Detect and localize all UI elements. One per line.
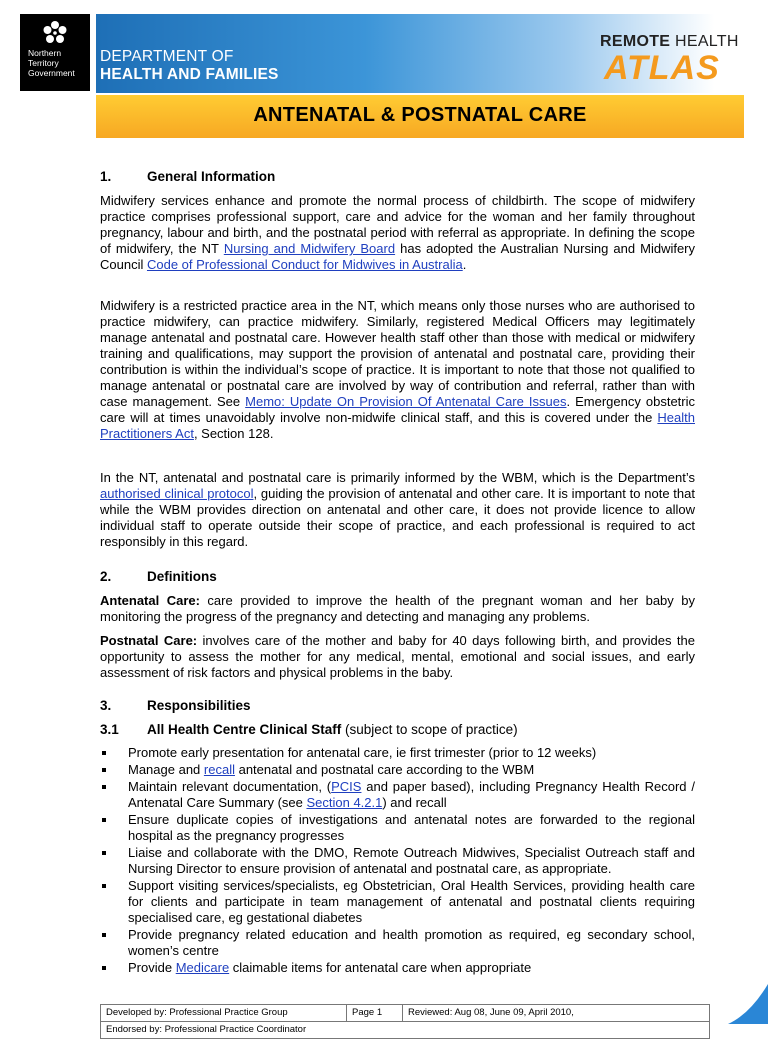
subsection-number: 3.1 <box>100 722 119 737</box>
list-item <box>100 878 695 926</box>
definition-antenatal-care <box>100 593 695 625</box>
list-item-text: Support visiting services/specialists, eg Obstetrician, Oral Health Services, providing health care for clients and participate in team management of antenatal and postnatal clients requiring specialised care, eg gestational diabetes <box>128 878 695 925</box>
subsection-title: All Health Centre Clinical Staff <box>147 722 342 737</box>
section-title: General Information <box>147 169 276 184</box>
flower-emblem-icon <box>42 20 68 46</box>
list-item-text: Provide pregnancy related education and health promotion as required, eg secondary school, women’s centre <box>128 927 695 958</box>
nursing-midwifery-board-link[interactable]: Nursing and Midwifery Board <box>223 241 396 256</box>
bullet-icon <box>102 818 106 822</box>
corner-swoosh-decoration <box>728 984 768 1024</box>
section-title: Responsibilities <box>147 698 251 713</box>
section-number: 3. <box>100 698 112 713</box>
paragraph-text: Midwifery services enhance and promote the normal process of childbirth. The scope of midwifery practice comprises professional support, care and advice for the woman and her family throughout pregnancy, labour and birth, and the postnatal period with referral as appropriate. In defining the scope of midwifery, the NT <box>100 193 695 256</box>
responsibilities-list <box>100 745 695 977</box>
section-number: 2. <box>100 569 112 584</box>
paragraph-text: has adopted the Australian Nursing and Midwifery Council <box>100 241 696 272</box>
paragraph-text: . <box>462 257 467 272</box>
list-item <box>100 779 695 811</box>
list-item-text: Ensure duplicate copies of investigations and antenatal notes are forwarded to the regional hospital as the pregnancy progresses <box>128 812 695 843</box>
bullet-icon <box>102 751 106 755</box>
paragraph-restricted-practice <box>100 298 695 442</box>
logo-text-line: Government <box>28 68 75 78</box>
page-title: ANTENATAL & POSTNATAL CARE <box>253 104 587 126</box>
list-item-text: claimable items for antenatal care when appropriate <box>229 960 532 975</box>
section-number: 1. <box>100 169 112 184</box>
list-item-text: Provide <box>128 960 176 975</box>
endorsed-by-cell: Endorsed by: Professional Practice Coordinator <box>101 1022 710 1039</box>
health-label: HEALTH <box>675 33 739 50</box>
department-name-line2: HEALTH AND FAMILIES <box>100 66 279 83</box>
list-item <box>100 812 695 844</box>
definition-term: Postnatal Care: <box>100 633 198 648</box>
list-item-text: Liaise and collaborate with the DMO, Remote Outreach Midwives, Specialist Outreach staff and Nursing Director to ensure provision of antenatal and postnatal care, as appropriate. <box>128 845 695 876</box>
list-item-text: Maintain relevant documentation, ( <box>128 779 332 794</box>
list-item <box>100 927 695 959</box>
reviewed-cell: Reviewed: Aug 08, June 09, April 2010, <box>403 1005 710 1022</box>
remote-label: REMOTE <box>600 33 671 50</box>
bullet-icon <box>102 785 106 789</box>
bullet-icon <box>102 933 106 937</box>
paragraph-wbm-protocol <box>100 470 695 550</box>
definition-postnatal-care <box>100 633 695 681</box>
section-heading-definitions <box>100 569 217 584</box>
paragraph-text: Midwifery is a restricted practice area in the NT, which means only those nurses who are authorised to practice midwifery, can practice midwifery. Similarly, registered Medical Officers may legitimately manage antenatal and postnatal care. However health staff other than those with medical or midwifery training and qualifications, may support the provision of antenatal and postnatal care, providing their contribution is within the individual’s scope of practice. It is important to note that those not qualified to manage antenatal or postnatal care are involved by way of contribution and referral, rather than with case management. See <box>100 298 695 409</box>
section-title: Definitions <box>147 569 217 584</box>
section-heading-general-information <box>100 169 275 184</box>
bullet-icon <box>102 768 106 772</box>
atlas-logo: ATLAS <box>604 49 720 87</box>
bullet-icon <box>102 966 106 970</box>
paragraph-scope-of-midwifery <box>100 193 695 273</box>
paragraph-text: , Section 128. <box>193 426 274 441</box>
section-4-2-1-link[interactable]: Section 4.2.1 <box>306 795 383 810</box>
list-item <box>100 845 695 877</box>
department-name-line1: DEPARTMENT OF <box>100 48 234 65</box>
list-item-text: Manage and <box>128 762 204 777</box>
bullet-icon <box>102 851 106 855</box>
list-item-text: Promote early presentation for antenatal care, ie first trimester (prior to 12 weeks) <box>128 745 597 760</box>
document-footer-table <box>100 1004 710 1039</box>
section-heading-responsibilities <box>100 698 251 713</box>
paragraph-text: In the NT, antenatal and postnatal care is primarily informed by the WBM, which is the Department’s <box>100 470 695 485</box>
subsection-heading-clinical-staff <box>100 722 518 737</box>
list-item-text: and paper based), including Pregnancy Health Record / Antenatal Care Summary (see <box>128 779 695 810</box>
logo-text-line: Territory <box>28 58 59 68</box>
pcis-link[interactable]: PCIS <box>331 779 362 794</box>
list-item <box>100 960 695 976</box>
list-item <box>100 745 695 761</box>
health-practitioners-act-link[interactable]: Health Practitioners Act <box>100 410 695 441</box>
bullet-icon <box>102 884 106 888</box>
code-of-conduct-link[interactable]: Code of Professional Conduct for Midwives in Australia <box>146 257 463 272</box>
subsection-note: (subject to scope of practice) <box>341 722 518 737</box>
developed-by-cell: Developed by: Professional Practice Group <box>101 1005 347 1022</box>
logo-text-line: Northern <box>28 48 62 58</box>
list-item-text: ) and recall <box>382 795 447 810</box>
definition-term: Antenatal Care: <box>100 593 200 608</box>
recall-link[interactable]: recall <box>203 762 235 777</box>
memo-antenatal-care-link[interactable]: Memo: Update On Provision Of Antenatal Care Issues <box>245 394 567 409</box>
nt-government-logo <box>20 14 90 91</box>
definition-text: involves care of the mother and baby for 40 days following birth, and provides the opportunity to assess the mother for any medical, mental, emotional and social issues, and early assessment of risk factors and physical problems in the baby. <box>100 633 695 680</box>
authorised-clinical-protocol-link[interactable]: authorised clinical protocol <box>100 486 254 501</box>
definition-text: care provided to improve the health of the pregnant woman and her baby by monitoring the progress of the pregnancy and detecting and managing any problems. <box>100 593 695 624</box>
paragraph-text: , guiding the provision of antenatal and other care. It is important to note that while the WBM provides direction on antenatal and other care, it does not provide licence to allow individual staff to operate outside their scope of practice, and each professional is required to act responsibly in this regard. <box>100 486 695 549</box>
list-item-text: antenatal and postnatal care according to the WBM <box>234 762 535 777</box>
paragraph-text: . Emergency obstetric care will at times unavoidably involve non-midwife clinical staff, and this is covered under the <box>100 394 696 425</box>
page-number-cell: Page 1 <box>347 1005 403 1022</box>
list-item <box>100 762 695 778</box>
medicare-link[interactable]: Medicare <box>175 960 230 975</box>
